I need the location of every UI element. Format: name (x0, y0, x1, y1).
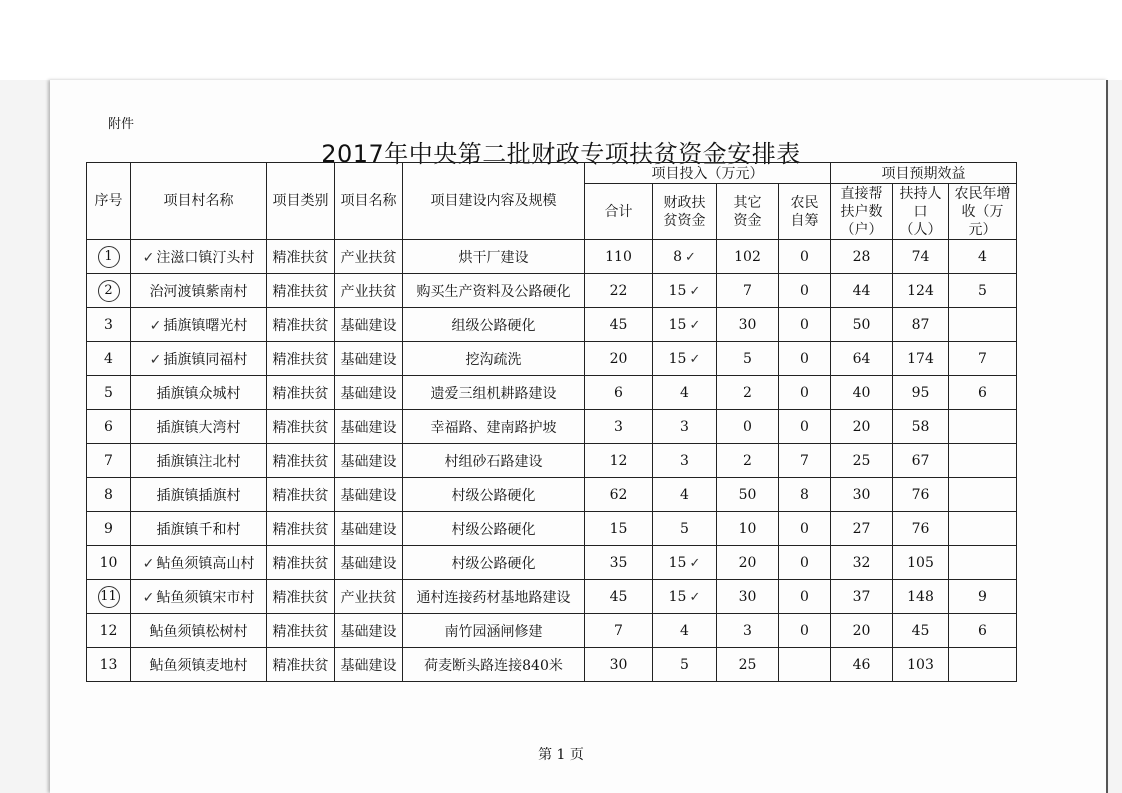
cell-total: 62 (585, 478, 653, 512)
funding-table (86, 162, 1017, 682)
cell-no (87, 546, 131, 580)
table-row (87, 546, 1017, 580)
cell-income (949, 444, 1017, 478)
cell-project: 产业扶贫 (335, 240, 403, 274)
cell-village (131, 546, 267, 580)
cell-other: 0 (717, 410, 779, 444)
cell-other: 30 (717, 580, 779, 614)
cell-no (87, 376, 131, 410)
cell-total: 20 (585, 342, 653, 376)
cell-total: 45 (585, 580, 653, 614)
cell-other: 5 (717, 342, 779, 376)
table-row (87, 308, 1017, 342)
check-mark-icon: ✓ (142, 589, 155, 606)
cell-other: 7 (717, 274, 779, 308)
cell-no (87, 648, 131, 682)
cell-population: 74 (893, 240, 949, 274)
page-number: 第 1 页 (538, 747, 584, 763)
cell-no (87, 512, 131, 546)
cell-farmer: 0 (779, 580, 831, 614)
cell-category: 精准扶贫 (267, 410, 335, 444)
cell-village (131, 308, 267, 342)
village-name: 鲇鱼须镇宋市村 (156, 589, 255, 606)
cell-fiscal (653, 512, 717, 546)
cell-population: 124 (893, 274, 949, 308)
fiscal-amount: 4 (680, 384, 689, 401)
village-name: 插旗镇同福村 (163, 351, 248, 368)
fiscal-amount: 15 (668, 316, 687, 333)
row-number: 10 (99, 554, 118, 571)
cell-category: 精准扶贫 (267, 580, 335, 614)
cell-income: 6 (949, 376, 1017, 410)
cell-village (131, 580, 267, 614)
fiscal-amount: 15 (668, 554, 687, 571)
cell-farmer: 0 (779, 546, 831, 580)
cell-content: 村级公路硬化 (403, 478, 585, 512)
cell-no (87, 444, 131, 478)
cell-project: 基础建设 (335, 376, 403, 410)
cell-income: 7 (949, 342, 1017, 376)
fiscal-amount: 3 (680, 452, 689, 469)
cell-population: 45 (893, 614, 949, 648)
cell-village (131, 444, 267, 478)
cell-project: 产业扶贫 (335, 274, 403, 308)
cell-other: 25 (717, 648, 779, 682)
cell-content: 荷麦断头路连接840米 (403, 648, 585, 682)
cell-content: 通村连接药材基地路建设 (403, 580, 585, 614)
row-number: 1 (98, 246, 120, 268)
table-row (87, 512, 1017, 546)
cell-population: 87 (893, 308, 949, 342)
fiscal-amount: 8 (673, 248, 682, 265)
cell-category: 精准扶贫 (267, 376, 335, 410)
check-mark-icon: ✓ (689, 555, 701, 571)
row-number: 3 (104, 316, 113, 333)
cell-income: 4 (949, 240, 1017, 274)
header-seq: 序号 (87, 163, 131, 240)
cell-no (87, 580, 131, 614)
row-number: 2 (98, 280, 120, 302)
cell-total: 6 (585, 376, 653, 410)
cell-village (131, 410, 267, 444)
cell-content: 村级公路硬化 (403, 546, 585, 580)
cell-income: 5 (949, 274, 1017, 308)
cell-fiscal (653, 648, 717, 682)
cell-total: 110 (585, 240, 653, 274)
cell-village (131, 648, 267, 682)
page-edge (1106, 80, 1108, 793)
cell-total: 12 (585, 444, 653, 478)
cell-fiscal (653, 546, 717, 580)
cell-income (949, 478, 1017, 512)
table-row (87, 648, 1017, 682)
cell-project: 基础建设 (335, 546, 403, 580)
cell-total: 30 (585, 648, 653, 682)
row-number: 8 (104, 486, 113, 503)
attachment-label: 附件 (108, 117, 135, 132)
cell-farmer (779, 648, 831, 682)
cell-fiscal (653, 240, 717, 274)
cell-fiscal (653, 342, 717, 376)
table-row (87, 240, 1017, 274)
cell-other: 2 (717, 376, 779, 410)
row-number: 4 (104, 350, 113, 367)
cell-category: 精准扶贫 (267, 240, 335, 274)
row-number: 9 (104, 520, 113, 537)
cell-farmer: 0 (779, 308, 831, 342)
cell-category: 精准扶贫 (267, 614, 335, 648)
cell-households: 20 (831, 410, 893, 444)
check-mark-icon: ✓ (685, 249, 696, 265)
row-number: 6 (104, 418, 113, 435)
cell-fiscal (653, 376, 717, 410)
cell-population: 103 (893, 648, 949, 682)
cell-category: 精准扶贫 (267, 512, 335, 546)
cell-other: 102 (717, 240, 779, 274)
cell-households: 37 (831, 580, 893, 614)
village-name: 插旗镇曙光村 (163, 317, 248, 334)
cell-households: 28 (831, 240, 893, 274)
header-project-name: 项目名称 (335, 163, 403, 240)
fiscal-amount: 4 (680, 622, 689, 639)
cell-population: 105 (893, 546, 949, 580)
cell-content: 烘干厂建设 (403, 240, 585, 274)
header-population: 扶持人口（人） (893, 184, 949, 240)
table-header (87, 163, 1017, 240)
cell-population: 58 (893, 410, 949, 444)
cell-project: 基础建设 (335, 444, 403, 478)
cell-farmer: 0 (779, 512, 831, 546)
cell-total: 3 (585, 410, 653, 444)
header-category: 项目类别 (267, 163, 335, 240)
cell-content: 挖沟疏洗 (403, 342, 585, 376)
cell-farmer: 0 (779, 614, 831, 648)
cell-project: 基础建设 (335, 342, 403, 376)
village-name: 插旗镇众城村 (156, 385, 241, 402)
cell-population: 76 (893, 512, 949, 546)
cell-category: 精准扶贫 (267, 546, 335, 580)
row-number: 7 (104, 452, 113, 469)
check-mark-icon: ✓ (689, 351, 701, 367)
table-row (87, 614, 1017, 648)
village-name: 注滋口镇汀头村 (156, 249, 255, 266)
cell-fiscal (653, 274, 717, 308)
fiscal-amount: 15 (668, 282, 687, 299)
header-income: 农民年增收（万元） (949, 184, 1017, 240)
table-body (87, 240, 1017, 682)
header-benefit-group: 项目预期效益 (831, 163, 1017, 184)
check-mark-icon: ✓ (689, 317, 701, 333)
cell-population: 95 (893, 376, 949, 410)
header-other: 其它资金 (717, 184, 779, 240)
cell-project: 基础建设 (335, 614, 403, 648)
fiscal-amount: 15 (668, 350, 687, 367)
cell-households: 40 (831, 376, 893, 410)
fiscal-amount: 5 (680, 520, 689, 537)
cell-households: 50 (831, 308, 893, 342)
cell-other: 30 (717, 308, 779, 342)
cell-category: 精准扶贫 (267, 648, 335, 682)
cell-content: 幸福路、建南路护坡 (403, 410, 585, 444)
row-number: 5 (104, 384, 113, 401)
cell-content: 村组砂石路建设 (403, 444, 585, 478)
cell-fiscal (653, 308, 717, 342)
cell-farmer: 8 (779, 478, 831, 512)
cell-no (87, 308, 131, 342)
cell-content: 购买生产资料及公路硬化 (403, 274, 585, 308)
cell-households: 27 (831, 512, 893, 546)
check-mark-icon: ✓ (149, 317, 162, 334)
cell-population: 67 (893, 444, 949, 478)
check-mark-icon: ✓ (149, 351, 162, 368)
cell-village (131, 342, 267, 376)
table-row (87, 410, 1017, 444)
cell-total: 22 (585, 274, 653, 308)
fiscal-amount: 15 (668, 588, 687, 605)
cell-income (949, 308, 1017, 342)
row-number: 11 (98, 586, 120, 608)
check-mark-icon: ✓ (142, 249, 155, 266)
cell-total: 35 (585, 546, 653, 580)
cell-fiscal (653, 410, 717, 444)
table-row (87, 342, 1017, 376)
cell-other: 2 (717, 444, 779, 478)
table-row (87, 274, 1017, 308)
cell-households: 20 (831, 614, 893, 648)
cell-farmer: 0 (779, 274, 831, 308)
cell-no (87, 478, 131, 512)
village-name: 插旗镇大湾村 (156, 419, 241, 436)
cell-project: 基础建设 (335, 308, 403, 342)
cell-income (949, 648, 1017, 682)
cell-no (87, 342, 131, 376)
cell-other: 50 (717, 478, 779, 512)
cell-income (949, 546, 1017, 580)
cell-farmer: 0 (779, 240, 831, 274)
row-number: 13 (99, 656, 118, 673)
cell-category: 精准扶贫 (267, 478, 335, 512)
table-row (87, 478, 1017, 512)
cell-other: 10 (717, 512, 779, 546)
header-households: 直接帮扶户数（户） (831, 184, 893, 240)
village-name: 插旗镇注北村 (156, 453, 241, 470)
check-mark-icon: ✓ (689, 283, 701, 299)
fiscal-amount: 4 (680, 486, 689, 503)
cell-project: 基础建设 (335, 410, 403, 444)
cell-population: 76 (893, 478, 949, 512)
cell-households: 25 (831, 444, 893, 478)
cell-village (131, 274, 267, 308)
cell-fiscal (653, 614, 717, 648)
cell-households: 64 (831, 342, 893, 376)
cell-farmer: 0 (779, 342, 831, 376)
cell-no (87, 410, 131, 444)
cell-population: 174 (893, 342, 949, 376)
check-mark-icon: ✓ (689, 589, 701, 605)
cell-village (131, 478, 267, 512)
row-number: 12 (99, 622, 118, 639)
cell-households: 30 (831, 478, 893, 512)
cell-fiscal (653, 444, 717, 478)
table-row (87, 444, 1017, 478)
cell-category: 精准扶贫 (267, 342, 335, 376)
cell-no (87, 614, 131, 648)
cell-no (87, 240, 131, 274)
cell-income: 9 (949, 580, 1017, 614)
cell-fiscal (653, 580, 717, 614)
cell-households: 32 (831, 546, 893, 580)
cell-content: 村级公路硬化 (403, 512, 585, 546)
header-investment-group: 项目投入（万元） (585, 163, 831, 184)
header-village: 项目村名称 (131, 163, 267, 240)
village-name: 鲇鱼须镇麦地村 (149, 657, 248, 674)
cell-total: 45 (585, 308, 653, 342)
village-name: 鲇鱼须镇高山村 (156, 555, 255, 572)
cell-category: 精准扶贫 (267, 274, 335, 308)
cell-project: 基础建设 (335, 512, 403, 546)
cell-village (131, 512, 267, 546)
cell-project: 基础建设 (335, 478, 403, 512)
document-title: 2017年中央第二批财政专项扶贫资金安排表 (321, 140, 801, 168)
cell-households: 44 (831, 274, 893, 308)
cell-category: 精准扶贫 (267, 444, 335, 478)
cell-population: 148 (893, 580, 949, 614)
cell-content: 组级公路硬化 (403, 308, 585, 342)
cell-households: 46 (831, 648, 893, 682)
table-row (87, 376, 1017, 410)
village-name: 治河渡镇紫南村 (149, 283, 248, 300)
cell-content: 南竹园涵闸修建 (403, 614, 585, 648)
cell-fiscal (653, 478, 717, 512)
cell-farmer: 0 (779, 376, 831, 410)
village-name: 鲇鱼须镇松树村 (149, 623, 248, 640)
cell-project: 产业扶贫 (335, 580, 403, 614)
cell-income (949, 410, 1017, 444)
cell-income: 6 (949, 614, 1017, 648)
header-total: 合计 (585, 184, 653, 240)
cell-village (131, 614, 267, 648)
header-farmer: 农民自筹 (779, 184, 831, 240)
cell-other: 20 (717, 546, 779, 580)
scan-top-margin (0, 0, 1122, 80)
fiscal-amount: 3 (680, 418, 689, 435)
header-content: 项目建设内容及规模 (403, 163, 585, 240)
village-name: 插旗镇插旗村 (156, 487, 241, 504)
cell-other: 3 (717, 614, 779, 648)
village-name: 插旗镇千和村 (156, 521, 241, 538)
cell-no (87, 274, 131, 308)
cell-content: 遗爱三组机耕路建设 (403, 376, 585, 410)
check-mark-icon: ✓ (142, 555, 155, 572)
cell-category: 精准扶贫 (267, 308, 335, 342)
cell-village (131, 376, 267, 410)
header-fiscal: 财政扶贫资金 (653, 184, 717, 240)
cell-total: 7 (585, 614, 653, 648)
cell-project: 基础建设 (335, 648, 403, 682)
table-row (87, 580, 1017, 614)
cell-village (131, 240, 267, 274)
cell-farmer: 0 (779, 410, 831, 444)
cell-farmer: 7 (779, 444, 831, 478)
fiscal-amount: 5 (680, 656, 689, 673)
cell-income (949, 512, 1017, 546)
cell-total: 15 (585, 512, 653, 546)
